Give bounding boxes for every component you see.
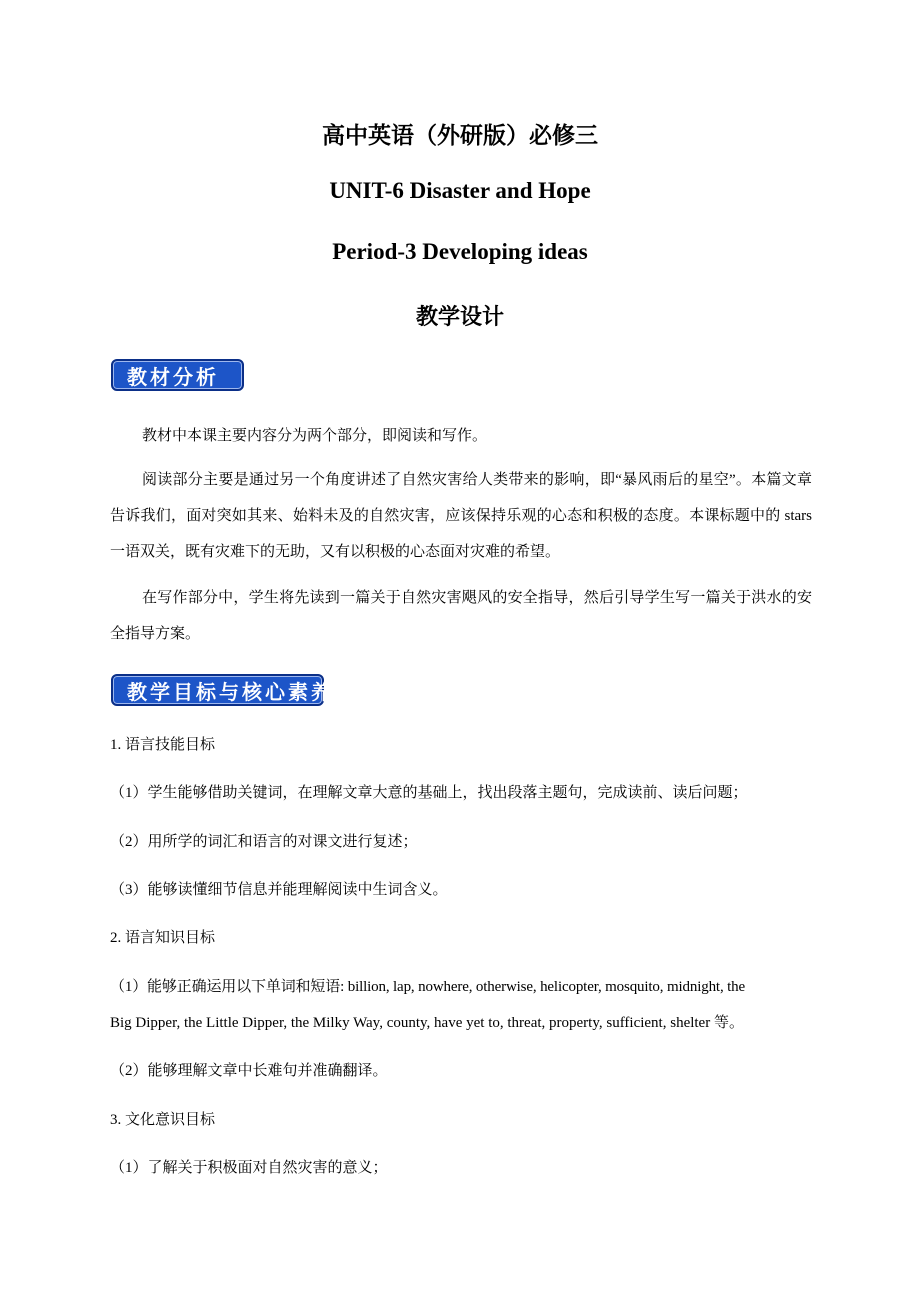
- goal-2-item-2: （2）能够理解文章中长难句并准确翻译。: [110, 1063, 388, 1079]
- unit-title: UNIT-6 Disaster and Hope: [329, 178, 591, 203]
- goal-3-title: 3. 文化意识目标: [110, 1112, 216, 1128]
- analysis-paragraph-1: 教材中本课主要内容分为两个部分，即阅读和写作。: [142, 428, 488, 444]
- goal-1-title: 1. 语言技能目标: [110, 737, 216, 753]
- analysis-paragraph-2: 阅读部分主要是通过另一个角度讲述了自然灾害给人类带来的影响，即“暴风雨后的星空”。本篇文章告诉我们，面对突如其来、始料未及的自然灾害，应该保持乐观的心态和积极的态度。本课标题中的 stars 一语双关，既有灾难下的无助，又有以积极的心态面对灾难的希望。: [110, 472, 812, 560]
- goal-2-title: 2. 语言知识目标: [110, 930, 216, 946]
- analysis-paragraph-3: 在写作部分中，学生将先读到一篇关于自然灾害飓风的安全指导，然后引导学生写一篇关于洪水的安全指导方案。: [110, 590, 812, 642]
- goal-2-item-1-line-2: Big Dipper, the Little Dipper, the Milky Way, county, have yet to, threat, property, sufficient, shelter 等。: [110, 1015, 744, 1031]
- goal-3-item-1: （1）了解关于积极面对自然灾害的意义；: [110, 1160, 388, 1176]
- goal-2-item-1-line-1: （1）能够正确运用以下单词和短语: billion, lap, nowhere, otherwise, helicopter, mosquito, midnight, the: [110, 979, 746, 995]
- goal-1-item-3: （3）能够读懂细节信息并能理解阅读中生词含义。: [110, 882, 448, 898]
- goal-1-item-2: （2）用所学的词汇和语言的对课文进行复述；: [110, 834, 418, 850]
- doc-type-title: 教学设计: [415, 304, 504, 329]
- course-title: 高中英语（外研版）必修三: [322, 123, 598, 148]
- section-badge-goals-and-literacy: 教学目标与核心素养: [111, 674, 324, 706]
- goal-1-item-1: （1）学生能够借助关键词，在理解文章大意的基础上，找出段落主题句，完成读前、读后问题；: [110, 785, 748, 801]
- period-title: Period-3 Developing ideas: [332, 239, 588, 264]
- section-badge-textbook-analysis: 教材分析: [111, 359, 244, 391]
